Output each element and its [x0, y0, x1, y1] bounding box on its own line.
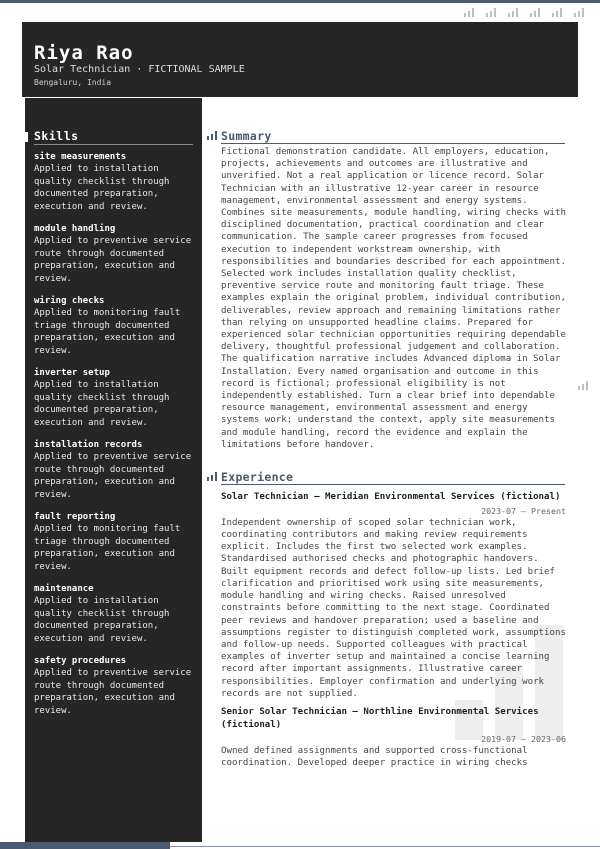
divider [221, 143, 565, 144]
skill-description: Applied to installation quality checklist through documented preparation, execution and review. [34, 380, 170, 428]
skill-item [34, 439, 198, 501]
experience-heading: Experience [221, 470, 294, 485]
skill-description: Applied to monitoring fault triage through documented preparation, execution and review. [34, 308, 181, 356]
skill-title: safety procedures [34, 656, 127, 666]
top-accent-line [0, 0, 600, 3]
skill-title: installation records [34, 440, 143, 450]
skill-title: maintenance [34, 584, 94, 594]
job-dates: 2023-07 – Present [481, 505, 566, 516]
skill-title: wiring checks [34, 296, 105, 306]
job-title: Senior Solar Technician — Northline Environmental Services (fictional) [221, 706, 539, 730]
skill-description: Applied to preventive service route through documented preparation, execution and review. [34, 236, 192, 284]
skill-title: site measurements [34, 152, 127, 162]
bar-chart-icon [207, 472, 217, 481]
skill-description: Applied to monitoring fault triage through documented preparation, execution and review. [34, 524, 181, 572]
skill-item [34, 223, 198, 285]
skill-description: Applied to installation quality checklist through documented preparation, execution and review. [34, 596, 170, 644]
summary-heading: Summary [221, 129, 272, 143]
bar-chart-icon [530, 8, 540, 17]
bar-chart-icon [552, 8, 562, 17]
bar-chart-icon [207, 131, 217, 140]
bottom-accent-bar [0, 842, 170, 849]
skill-item [34, 655, 198, 717]
skill-item [34, 583, 198, 645]
bar-chart-icon [574, 8, 584, 17]
location: Bengaluru, India [34, 78, 112, 87]
bar-chart-icon [486, 8, 496, 17]
skill-description: Applied to preventive service route through documented preparation, execution and review. [34, 452, 192, 500]
skill-description: Applied to installation quality checklist through documented preparation, execution and review. [34, 164, 170, 212]
job-entry [221, 706, 566, 769]
job-entry [221, 491, 566, 700]
bar-chart-icon [464, 8, 474, 17]
job-dates: 2019-07 – 2023-06 [481, 733, 566, 744]
experience-section-header [206, 469, 566, 485]
main-column [206, 128, 566, 769]
skill-item [34, 367, 198, 429]
decorative-bar-icons [464, 8, 584, 17]
skill-item [34, 151, 198, 213]
job-description: Owned defined assignments and supported cross-functional coordination. Developed deeper practice in wiring checks [221, 745, 528, 768]
bottom-accent-line [170, 846, 600, 847]
skill-title: inverter setup [34, 368, 110, 378]
job-description: Independent ownership of scoped solar technician work, coordinating contributors and making review requirements explicit. Includes the first two selected work examples. Standardised authorised checks and photographic handovers. Built equipment records and defect follow-up lists. Led brief clarification and prioritised work using site measurements, module handling and wiring checks. Raised unresolved constraints before committing to the next stage. Coordinated peer reviews and handover preparation; used a baseline and assumptions register to distinguish completed work, assumptions and follow-up needs. Supported colleagues with practical examples of inverter setup and maintained a concise learning record after important assignments. Illustrative career responsibilities. Employer confirmation and underlying work records are not supplied. [221, 517, 566, 699]
job-title: Solar Technician — Meridian Environmental Services (fictional) [221, 492, 561, 503]
section-marker [25, 132, 28, 142]
skills-heading: Skills [34, 129, 79, 143]
role-line: Solar Technician · FICTIONAL SAMPLE [34, 64, 245, 75]
bar-chart-icon [508, 8, 518, 17]
skill-item [34, 511, 198, 573]
bar-chart-icon [578, 381, 588, 390]
candidate-name: Riya Rao [34, 42, 134, 64]
skill-item [34, 295, 198, 357]
skill-description: Applied to preventive service route through documented preparation, execution and review. [34, 668, 192, 716]
summary-text: Fictional demonstration candidate. All employers, education, projects, achievements and outcomes are illustrative and unverified. Not a real application or licence record. Solar Technician with an illustrative 12-year career in resource management, environmental assessment and energy systems. Combines site measurements, module handling, wiring checks with disciplined documentation, practical coordination and clear communication. The sample career progresses from focused execution to independent workstream ownership, with responsibilities and boundaries described for each appointment. Selected work includes installation quality checklist, preventive service route and monitoring fault triage. These examples explain the original problem, individual contribution, deliverables, review approach and remaining limitations rather than relying on unsupported headline claims. Prepared for experienced solar technician opportunities requiring dependable delivery, thoughtful professional judgement and collaboration. The qualification narrative includes Advanced diploma in Solar Installation. Every named organisation and outcome in this record is fictional; professional eligibility is not independently established. Turn a clear brief into dependable resource management, environmental assessment and energy systems work: understand the context, apply site measurements and module handling, record the evidence and explain the limitations before handover. [221, 147, 566, 450]
skill-title: module handling [34, 224, 116, 234]
skill-title: fault reporting [34, 512, 116, 522]
skills-list [34, 151, 198, 727]
summary-section-header [206, 128, 566, 144]
skills-sidebar [25, 98, 202, 842]
resume-header [22, 22, 578, 97]
divider [221, 484, 565, 485]
divider [34, 144, 193, 145]
